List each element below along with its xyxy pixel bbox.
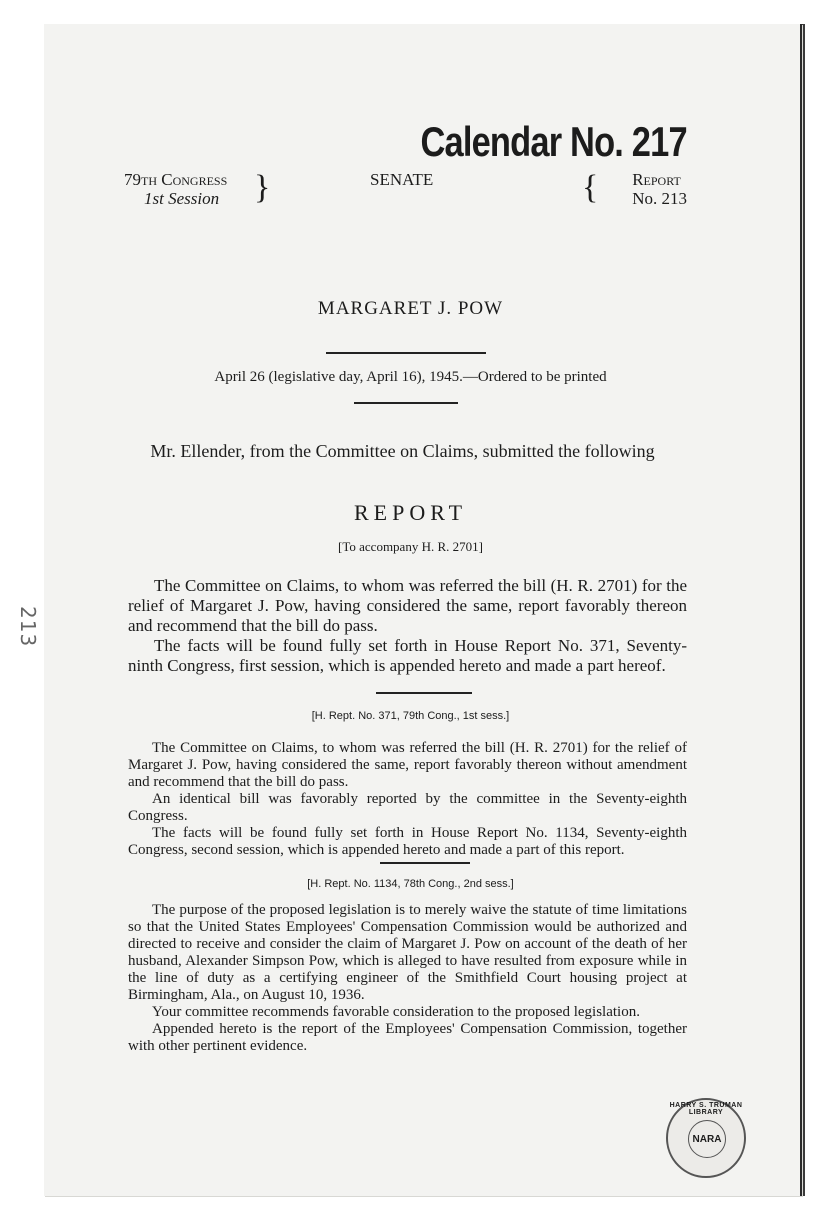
paragraph: The Committee on Claims, to whom was referred the bill (H. R. 2701) for the relief of Margaret J. Pow, having considered the same, report favorably thereon without amendment and recommend that the bill do pass. xyxy=(128,740,687,790)
house-report-1134-body xyxy=(128,902,687,1055)
paragraph: The purpose of the proposed legislation is to merely waive the statute of time limitations so that the United States Employees' Compensation Commission would be authorized and directed to receive and consider the claim of Margaret J. Pow on account of the death of her husband, Alexander Simpson Pow, which is alleged to have resulted from exposure while in the line of duty as a certifying engineer of the Smithfield Court housing project at Birmingham, Ala., on August 10, 1936. xyxy=(128,902,687,1003)
paragraph: The facts will be found fully set forth in House Report No. 1134, Seventy-eighth Congress, second session, which is appended hereto and made a part of this report. xyxy=(128,825,687,858)
senate-report-body xyxy=(128,576,687,676)
report-label: Report xyxy=(632,170,681,189)
document-title: MARGARET J. POW xyxy=(317,298,504,319)
congress-label: 79th Congress xyxy=(124,170,228,189)
section-rule xyxy=(376,692,472,694)
handwritten-margin-note: 213 xyxy=(16,606,40,648)
paragraph: Your committee recommends favorable consideration to the proposed legislation. xyxy=(152,1004,640,1020)
session-label: 1st Session xyxy=(144,189,220,208)
title-rule xyxy=(326,352,486,354)
report-number: No. 213 xyxy=(632,189,687,208)
left-brace-icon: { xyxy=(582,169,599,206)
submitted-line: Mr. Ellender, from the Committee on Claims, submitted the following xyxy=(150,441,655,461)
stamp-ring-text: HARRY S. TRUMAN LIBRARY xyxy=(669,1102,743,1116)
congress-session xyxy=(124,170,227,208)
paragraph: The facts will be found fully set forth in House Report No. 371, Seventy-ninth Congress, first session, which is appended hereto and made a part hereof. xyxy=(128,636,687,675)
paragraph: Appended hereto is the report of the Employees' Compensation Commission, together with other pertinent evidence. xyxy=(128,1021,687,1054)
ordered-rule xyxy=(354,402,458,404)
right-brace-icon: } xyxy=(254,169,271,206)
library-stamp-icon xyxy=(666,1098,746,1178)
house-report-reference: [H. Rept. No. 1134, 78th Cong., 2nd sess.] xyxy=(307,878,514,890)
calendar-number: Calendar No. 217 xyxy=(420,118,687,165)
paragraph: An identical bill was favorably reported by the committee in the Seventy-eighth Congress. xyxy=(128,791,687,824)
paragraph: The Committee on Claims, to whom was referred the bill (H. R. 2701) for the relief of Margaret J. Pow, having considered the same, report favorably thereon and recommend that the bill do pass. xyxy=(128,576,687,635)
house-report-371-body xyxy=(128,740,687,859)
report-heading: REPORT xyxy=(353,500,468,525)
accompany-line: [To accompany H. R. 2701] xyxy=(338,539,483,554)
ordered-line: April 26 (legislative day, April 16), 1945.—Ordered to be printed xyxy=(214,369,607,385)
report-number-block xyxy=(632,170,687,208)
chamber-label: SENATE xyxy=(370,170,434,189)
stamp-center-text: NARA xyxy=(688,1120,726,1158)
section-rule xyxy=(380,862,470,864)
house-report-reference: [H. Rept. No. 371, 79th Cong., 1st sess.] xyxy=(311,710,510,722)
